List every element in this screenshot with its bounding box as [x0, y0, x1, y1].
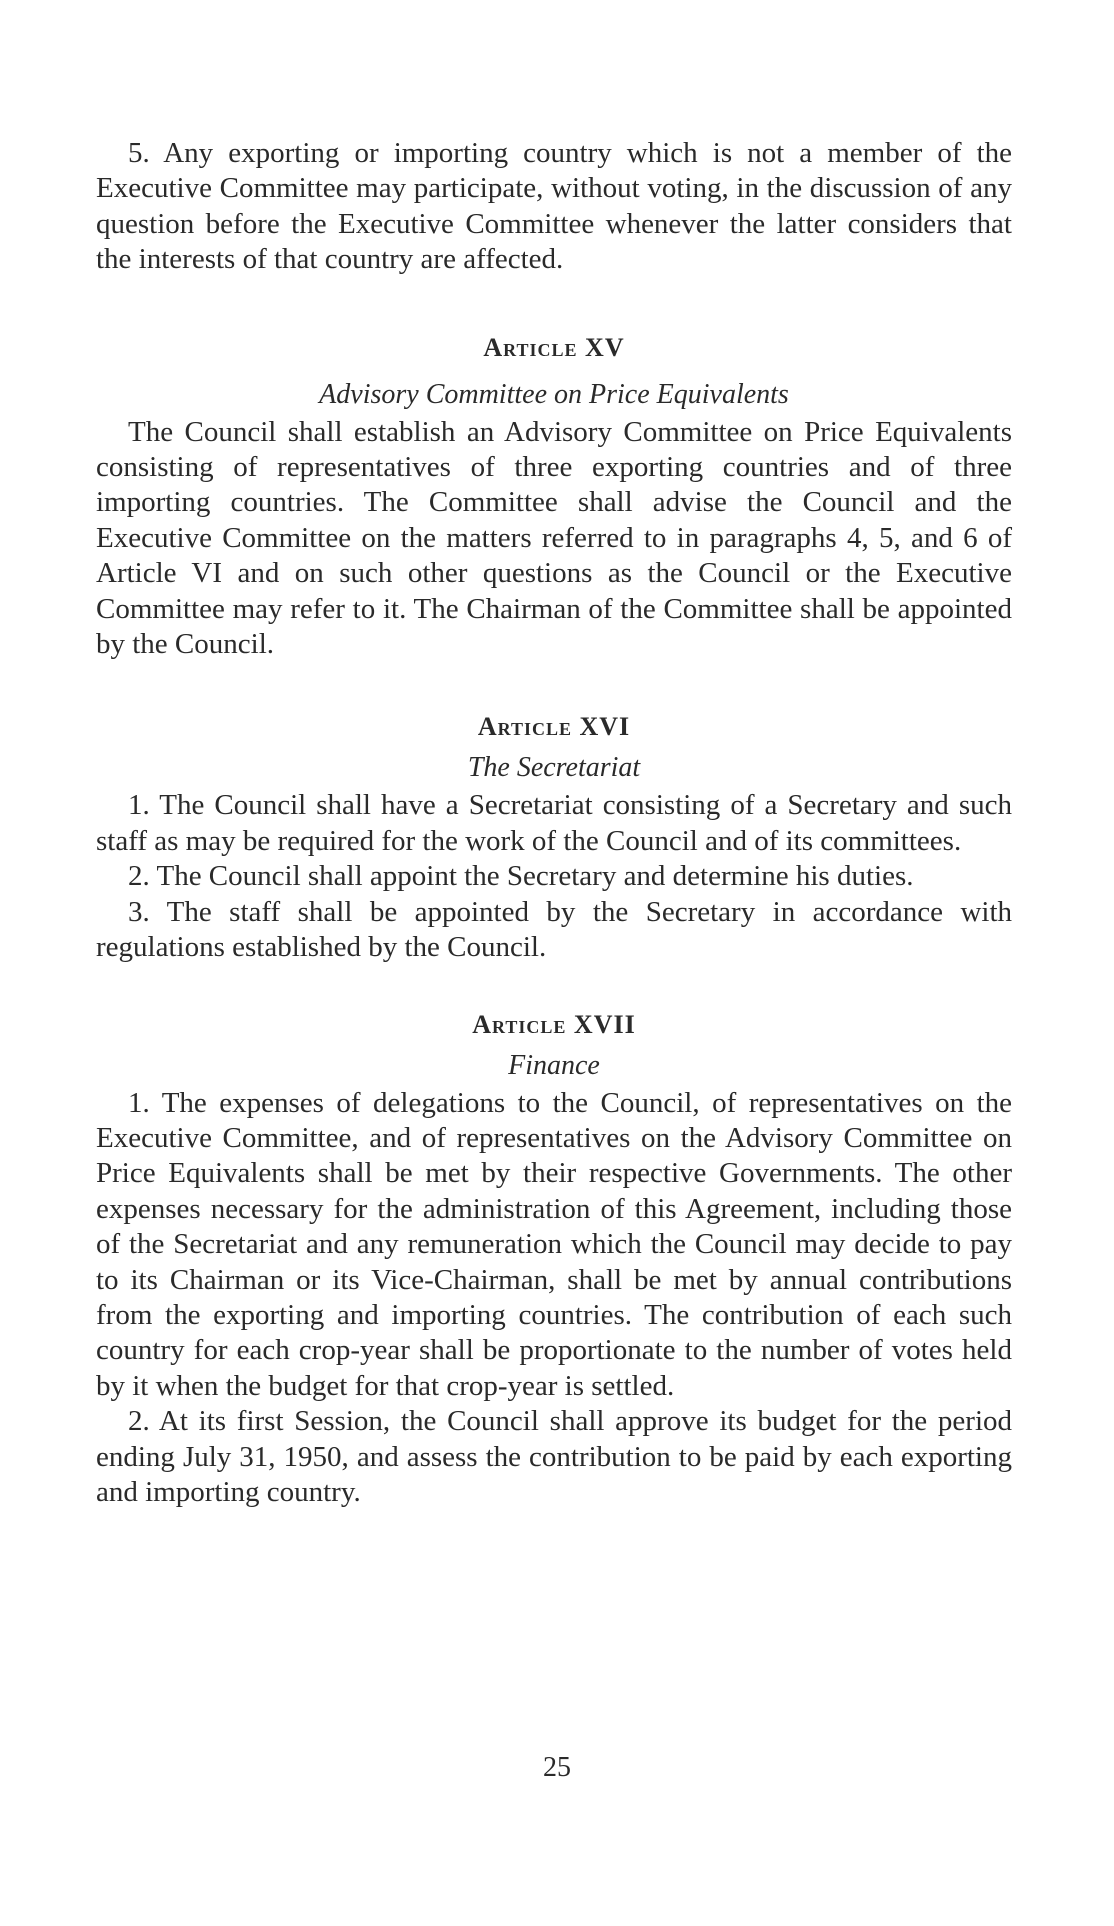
article-xvii-heading: Article XVII [472, 1009, 636, 1039]
article-xv-title: Advisory Committee on Price Equivalents [319, 378, 789, 410]
article-xvii-paragraph-1: 1. The expenses of delegations to the Council, of representatives on the Executive Committee, and of representatives on the Advisory Committee on Price Equivalents shall be met by their respective Governments. The other expenses necessary for the administration of this Agreement, including those of the Secretariat and any remuneration which the Council may decide to pay to its Chairman or its Vice-Chairman, shall be met by annual contributions from the exporting and importing countries. The contribution of each such country for each crop-year shall be proportionate to the number of votes held by it when the budget for that crop-year is settled. [96, 1086, 1012, 1402]
article-xvii-paragraph-2: 2. At its first Session, the Council shall approve its budget for the period ending July 31, 1950, and assess the contribution to be paid by each exporting and importing country. [96, 1405, 1012, 1508]
page-number: 25 [543, 1752, 571, 1783]
article-xvi-heading: Article XVI [477, 712, 631, 742]
article-xvi-paragraph-2: 2. The Council shall appoint the Secretary and determine his duties. [128, 860, 914, 893]
article-xv-body: The Council shall establish an Advisory Committee on Price Equivalents consisting of representatives of three exporting countries and of three importing countries. The Committee shall advise the Council and the Executive Committee on the matters referred to in paragraphs 4, 5, and 6 of Article VI and on such other questions as the Council or the Executive Committee may refer to it. The Chairman of the Committee shall be appointed by the Council. [96, 415, 1012, 661]
article-xv-heading: Article XV [483, 332, 625, 362]
article-xvii-title: Finance [508, 1049, 600, 1081]
article-xvi-title: The Secretariat [467, 752, 641, 784]
document-page [96, 136, 1012, 1510]
article-xvi-paragraph-3: 3. The staff shall be appointed by the Secretary in accordance with regulations established by the Council. [96, 895, 1012, 964]
article-xiv-paragraph-5: 5. Any exporting or importing country which is not a member of the Executive Committee may participate, without voting, in the discussion of any question before the Executive Committee whenever the latter considers that the interests of that country are affected. [96, 137, 1012, 276]
article-xvi-paragraph-1: 1. The Council shall have a Secretariat consisting of a Secretary and such staff as may be required for the work of the Council and of its committees. [96, 789, 1012, 857]
